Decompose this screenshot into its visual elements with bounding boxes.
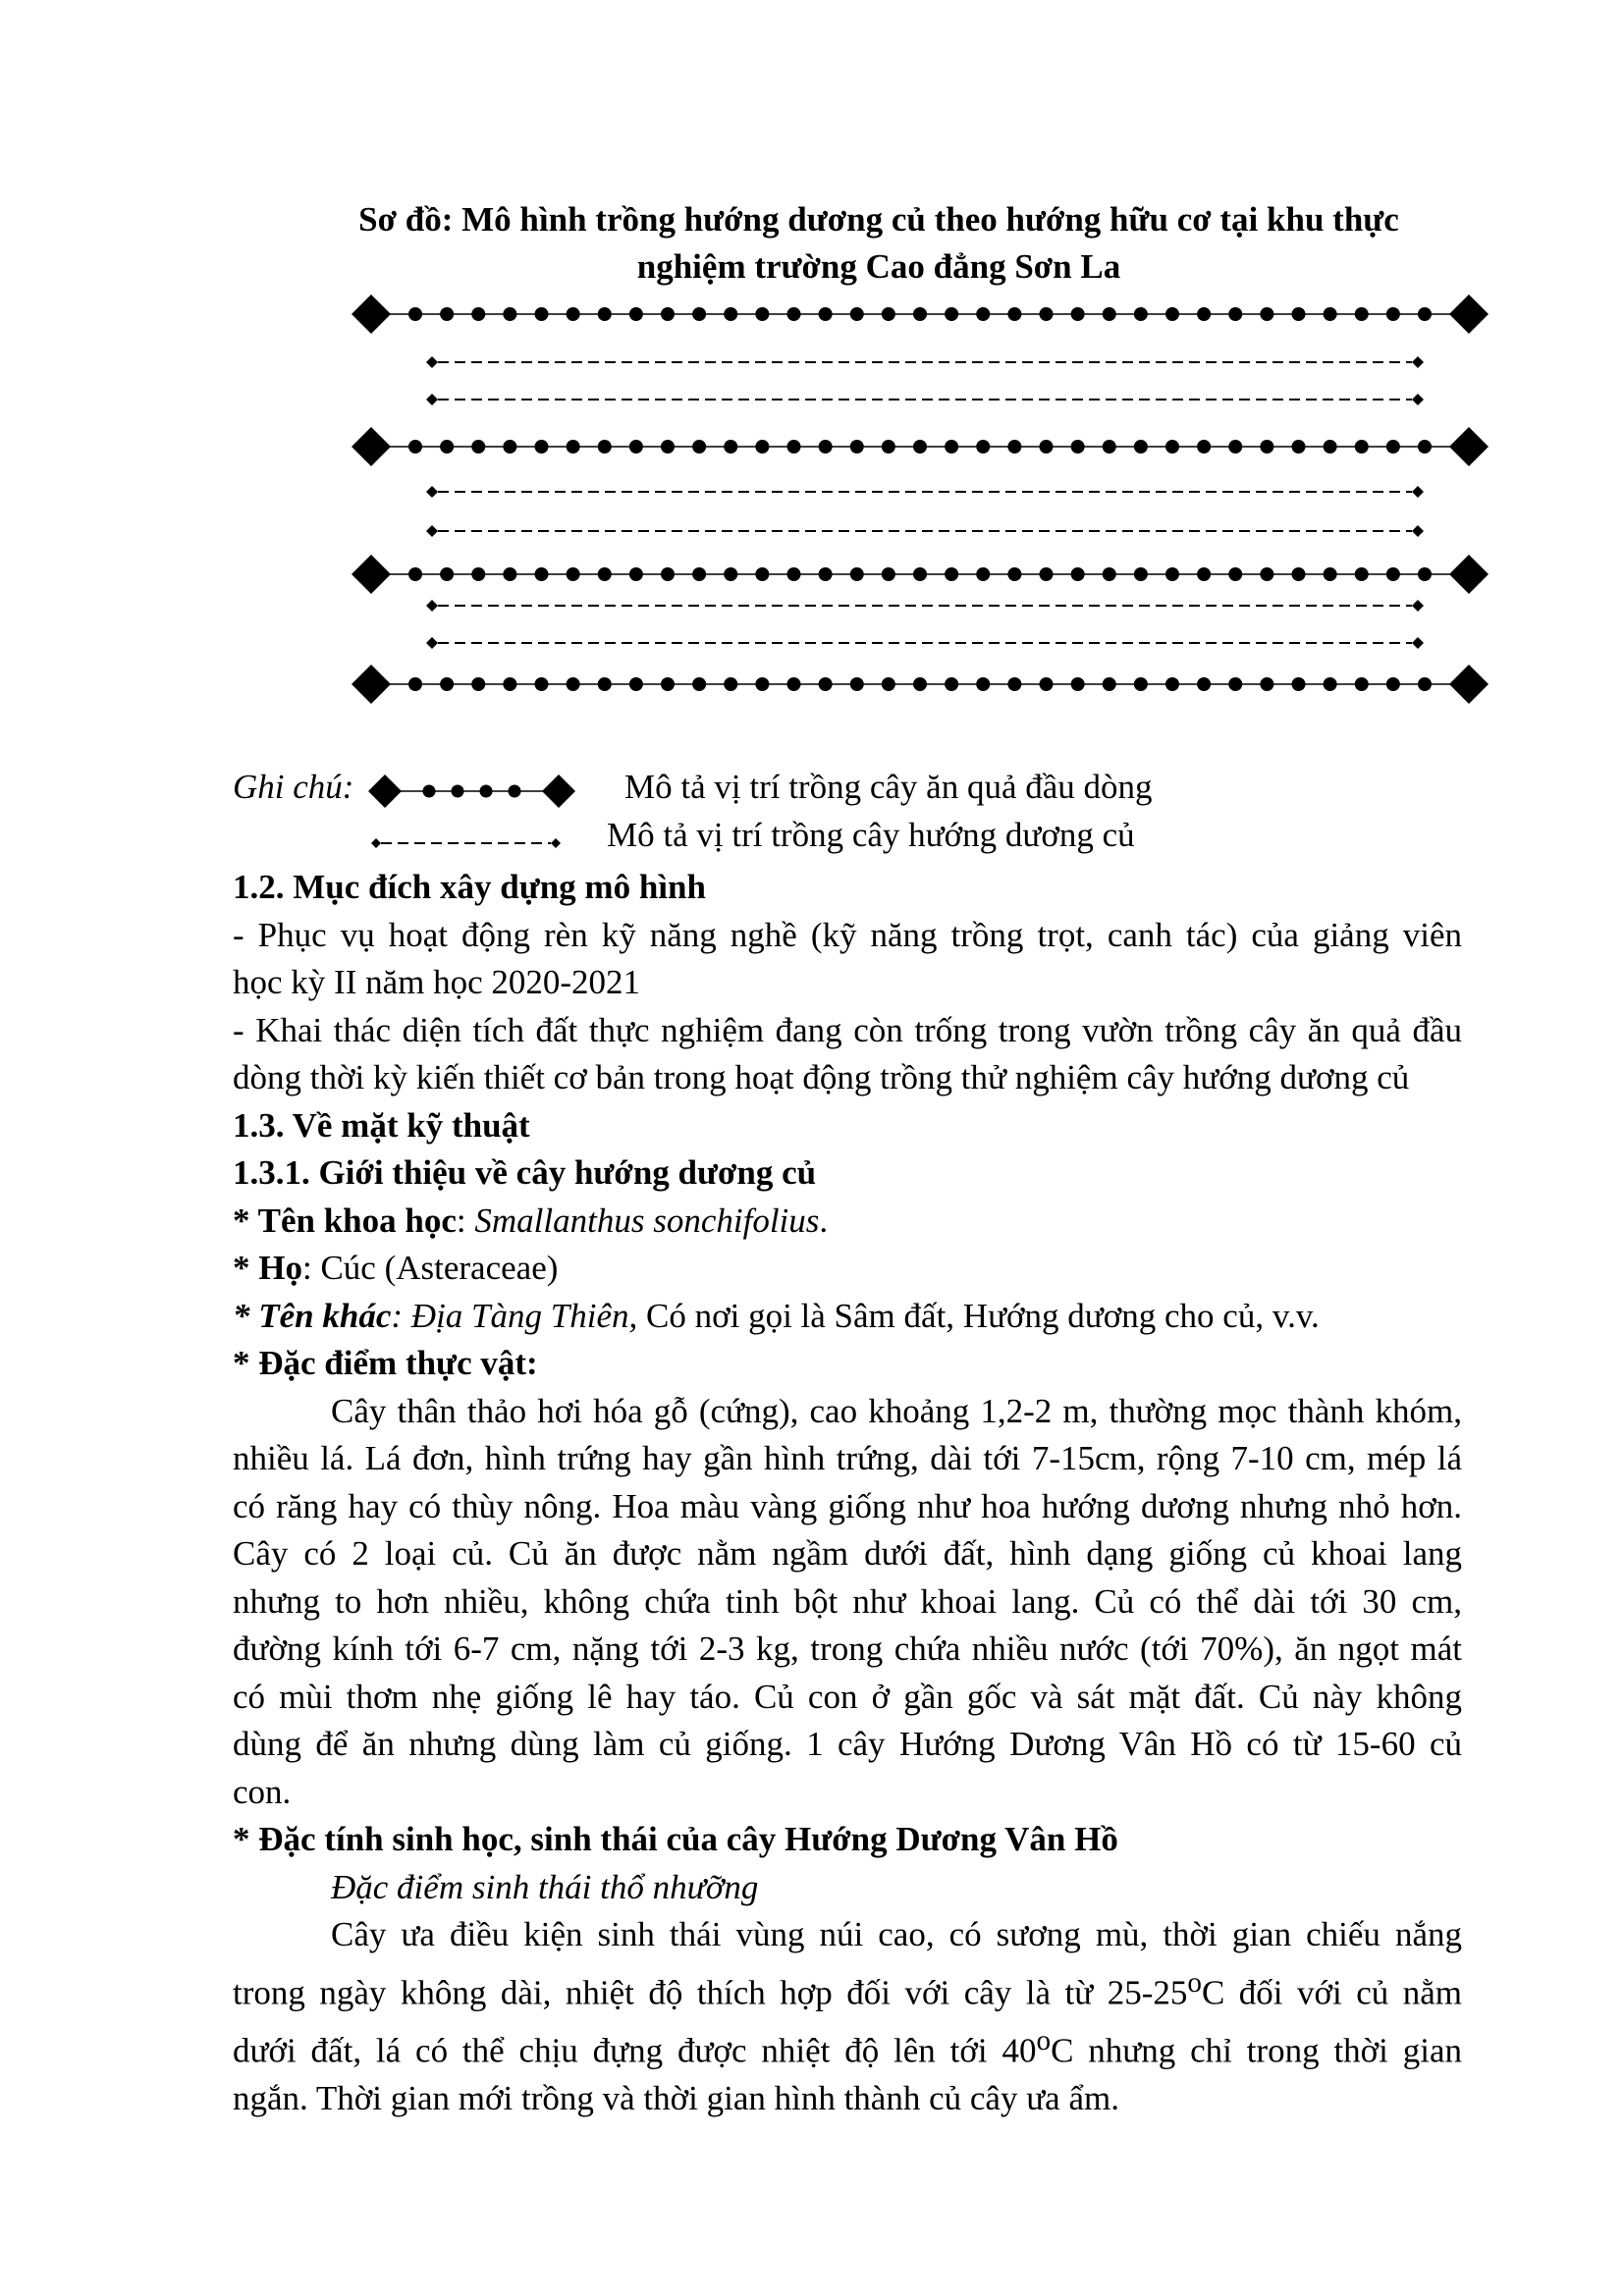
purpose-line-2b: dòng thời kỳ kiến thiết cơ bản trong hoạt động trồng thử nghiệm cây hướng dương củ [233, 1058, 1410, 1096]
fruit-tree-row-dot [629, 677, 643, 691]
fruit-tree-row-dot [913, 440, 927, 454]
fruit-tree-row-dot [692, 307, 706, 321]
diagram-title-line1: Sơ đồ: Mô hình trồng hướng dương củ theo hướng hữu cơ tại khu thực [358, 200, 1399, 239]
fruit-tree-row-dot [1165, 307, 1179, 321]
fruit-tree-row-dot [1197, 440, 1211, 454]
fruit-tree-row-dot [1386, 567, 1400, 581]
fruit-tree-row-dot [945, 440, 958, 454]
fruit-tree-row-end-right [1449, 555, 1489, 594]
botany-line-4: Cây có 2 loại củ. Củ ăn được nằm ngầm dưới đất, hình dạng giống củ khoai lang [233, 1534, 1462, 1573]
sunflower-row-end-left [426, 600, 438, 612]
fruit-tree-row-dot [629, 440, 643, 454]
sci-name-value: Smallanthus sonchifolius [474, 1201, 820, 1240]
legend-sunflower-desc: Mô tả vị trí trồng cây hướng dương củ [607, 816, 1135, 854]
sunflower-row-end-right [1412, 637, 1424, 649]
fruit-tree-row-dot [819, 567, 833, 581]
fruit-tree-row-dot [913, 677, 927, 691]
fruit-tree-row-dot [1386, 677, 1400, 691]
fruit-tree-row-dot [755, 567, 769, 581]
fruit-tree-row-dot [598, 440, 612, 454]
fruit-tree-row-dot [598, 677, 612, 691]
fruit-tree-row-dot [1071, 677, 1085, 691]
fruit-tree-row-dot [1324, 440, 1337, 454]
fruit-tree-row-dot [1103, 307, 1116, 321]
fruit-tree-row-dot [1103, 440, 1116, 454]
fruit-tree-row-dot [1355, 440, 1369, 454]
botany-heading: * Đặc điểm thực vật: [233, 1344, 538, 1382]
fruit-tree-row-dot [976, 567, 990, 581]
fruit-tree-row-dot [724, 567, 737, 581]
fruit-tree-row-dot [661, 440, 675, 454]
purpose-line-2a: - Khai thác diện tích đất thực nghiệm đang còn trống trong vườn trồng cây ăn quả đầu [233, 1010, 1462, 1049]
fruit-tree-row-dot [1007, 567, 1021, 581]
ecology-line-3b: C nhưng chỉ trong thời gian [1051, 2031, 1463, 2070]
botany-line-6: đường kính tới 6-7 cm, nặng tới 2-3 kg, trong chứa nhiều nước (tới 70%), ăn ngọt mát [233, 1629, 1462, 1668]
sci-name-end: . [819, 1201, 829, 1240]
fruit-tree-row-dot [567, 307, 580, 321]
fruit-tree-row-end-right [1449, 427, 1489, 466]
fruit-tree-row-dot [1103, 677, 1116, 691]
fruit-tree-row-dot [1040, 567, 1054, 581]
fruit-tree-row-dot [1071, 307, 1085, 321]
family-line [233, 1245, 1462, 1293]
fruit-tree-row-dot [567, 567, 580, 581]
fruit-tree-row-dot [1418, 307, 1432, 321]
sunflower-row-end-left [426, 356, 438, 368]
scientific-name-line [233, 1198, 1462, 1246]
ecology-line-3a: dưới đất, lá có thể chịu đựng được nhiệt độ lên tới 40 [233, 2031, 1037, 2070]
fruit-tree-row-dot [1134, 440, 1148, 454]
botany-line-7: có mùi thơm nhẹ giống lê hay táo. Củ con ở gần gốc và sát mặt đất. Củ này không [233, 1677, 1462, 1716]
other-names-line [233, 1293, 1462, 1341]
fruit-tree-row-end-left [352, 665, 391, 704]
document-body [233, 864, 1462, 2122]
family-value: : Cúc (Asteraceae) [301, 1249, 559, 1287]
fruit-tree-row-dot [629, 307, 643, 321]
fruit-tree-row-dot [819, 677, 833, 691]
fruit-tree-row-dot [1355, 307, 1369, 321]
fruit-tree-row-dot [692, 440, 706, 454]
fruit-tree-row-dot [1040, 307, 1054, 321]
fruit-tree-row-dot [1228, 440, 1242, 454]
fruit-tree-row-dot [724, 440, 737, 454]
fruit-tree-row-dot [755, 307, 769, 321]
fruit-tree-row-dot [440, 677, 454, 691]
fruit-tree-row-dot [882, 440, 895, 454]
legend-fruit-symbol-dot [509, 785, 521, 798]
planting-diagram [0, 0, 1624, 883]
fruit-tree-row-dot [1197, 307, 1211, 321]
diagram-title-line2: nghiệm trường Cao đẳng Sơn La [636, 247, 1121, 286]
fruit-tree-row-dot [787, 440, 801, 454]
fruit-tree-row-dot [787, 677, 801, 691]
fruit-tree-row-dot [1386, 440, 1400, 454]
fruit-tree-row-dot [535, 677, 549, 691]
purpose-line-1b: học kỳ II năm học 2020-2021 [233, 963, 641, 1001]
fruit-tree-row-dot [567, 440, 580, 454]
botany-line-5: nhưng to hơn nhiều, không chứa tinh bột như khoai lang. Củ có thể dài tới 30 cm, [233, 1581, 1462, 1621]
fruit-tree-row-dot [1418, 440, 1432, 454]
fruit-tree-row-dot [408, 677, 422, 691]
fruit-tree-row-end-left [352, 294, 391, 334]
legend-fruit-symbol-end-right [542, 774, 575, 808]
fruit-tree-row-dot [945, 567, 958, 581]
fruit-tree-row-dot [471, 307, 485, 321]
fruit-tree-row-dot [440, 307, 454, 321]
fruit-tree-row-dot [535, 440, 549, 454]
fruit-tree-row-dot [503, 677, 516, 691]
section-heading-1-3: 1.3. Về mặt kỹ thuật [233, 1105, 530, 1145]
ecology-line-2b: C đối với củ nằm [1201, 1973, 1462, 2012]
fruit-tree-row-dot [503, 567, 516, 581]
other-names-label: * Tên khác [233, 1296, 392, 1335]
ecology-line-2a: trong ngày không dài, nhiệt độ thích hợp đối với cây là từ 25-25 [233, 1973, 1188, 2012]
fruit-tree-row-dot [1355, 567, 1369, 581]
fruit-tree-row-dot [408, 567, 422, 581]
fruit-tree-row-dot [661, 307, 675, 321]
fruit-tree-row-dot [1071, 440, 1085, 454]
fruit-tree-row-dot [1165, 567, 1179, 581]
fruit-tree-row-dot [850, 440, 864, 454]
other-names-italic: : Địa Tàng Thiên, [391, 1296, 638, 1335]
fruit-tree-row-dot [1197, 567, 1211, 581]
fruit-tree-row-dot [1260, 677, 1273, 691]
botany-line-1: Cây thân thảo hơi hóa gỗ (cứng), cao khoảng 1,2-2 m, thường mọc thành khóm, [331, 1391, 1462, 1430]
sci-name-label: * Tên khoa học [233, 1201, 457, 1240]
fruit-tree-row-dot [1260, 440, 1273, 454]
fruit-tree-row-dot [1324, 567, 1337, 581]
other-names-value: Có nơi gọi là Sâm đất, Hướng dương cho củ, v.v. [637, 1296, 1320, 1335]
fruit-tree-row-dot [471, 567, 485, 581]
fruit-tree-row-dot [503, 440, 516, 454]
purpose-line-1a: - Phục vụ hoạt động rèn kỹ năng nghề (kỹ năng trồng trọt, canh tác) của giảng viên [233, 915, 1462, 954]
fruit-tree-row-dot [1228, 677, 1242, 691]
botany-line-8: dùng để ăn nhưng dùng làm củ giống. 1 cây Hướng Dương Vân Hồ có từ 15-60 củ [233, 1725, 1462, 1763]
fruit-tree-row-dot [598, 307, 612, 321]
ecology-line-1: Cây ưa điều kiện sinh thái vùng núi cao, có sương mù, thời gian chiếu nắng [331, 1915, 1462, 1953]
fruit-tree-row-dot [945, 307, 958, 321]
fruit-tree-row-dot [976, 307, 990, 321]
fruit-tree-row-dot [629, 567, 643, 581]
fruit-tree-row-dot [1324, 677, 1337, 691]
fruit-tree-row-dot [850, 677, 864, 691]
fruit-tree-row-dot [1103, 567, 1116, 581]
fruit-tree-row-dot [1292, 307, 1306, 321]
fruit-tree-row-dot [1134, 307, 1148, 321]
degree-sup-2: o [1036, 2024, 1052, 2056]
fruit-tree-row-dot [471, 440, 485, 454]
fruit-tree-row-dot [819, 440, 833, 454]
legend-fruit-symbol-dot [480, 785, 493, 798]
ecology-line-2 [233, 1959, 1462, 2017]
fruit-tree-row-dot [755, 677, 769, 691]
fruit-tree-row-dot [567, 677, 580, 691]
fruit-tree-row-dot [1324, 307, 1337, 321]
fruit-tree-row-dot [882, 567, 895, 581]
sunflower-row-end-left [426, 525, 438, 537]
fruit-tree-row-dot [976, 677, 990, 691]
sunflower-row-end-right [1412, 356, 1424, 368]
fruit-tree-row-dot [1007, 677, 1021, 691]
fruit-tree-row-dot [819, 307, 833, 321]
legend-fruit-symbol-end-left [368, 774, 402, 808]
legend-sunflower-symbol-end-left [371, 838, 381, 848]
fruit-tree-row-dot [471, 677, 485, 691]
legend-fruit-symbol-dot [452, 785, 464, 798]
fruit-tree-row-dot [1197, 677, 1211, 691]
fruit-tree-row-dot [1292, 677, 1306, 691]
fruit-tree-row-dot [1355, 677, 1369, 691]
fruit-tree-row-dot [1418, 567, 1432, 581]
ecology-line-3 [233, 2017, 1462, 2075]
fruit-tree-row-dot [1007, 307, 1021, 321]
ecology-line-4: ngắn. Thời gian mới trồng và thời gian hình thành củ cây ưa ẩm. [233, 2078, 1119, 2117]
fruit-tree-row-dot [661, 567, 675, 581]
ecology-heading: * Đặc tính sinh học, sinh thái của cây Hướng Dương Vân Hồ [233, 1820, 1118, 1858]
fruit-tree-row-dot [692, 567, 706, 581]
soil-subheading: Đặc điểm sinh thái thổ nhưỡng [331, 1867, 759, 1906]
fruit-tree-row-dot [1228, 567, 1242, 581]
fruit-tree-row-dot [598, 567, 612, 581]
legend-fruit-symbol-dot [423, 785, 436, 798]
fruit-tree-row-dot [787, 307, 801, 321]
sunflower-row-end-left [426, 486, 438, 498]
fruit-tree-row-dot [1165, 440, 1179, 454]
legend-label: Ghi chú: [233, 768, 354, 806]
fruit-tree-row-dot [1418, 677, 1432, 691]
section-heading-1-2: 1.2. Mục đích xây dựng mô hình [233, 868, 706, 906]
fruit-tree-row-dot [1134, 677, 1148, 691]
sci-name-sep: : [456, 1201, 475, 1240]
fruit-tree-row-end-left [352, 555, 391, 594]
botany-line-3: có răng hay có thùy nông. Hoa màu vàng giống như hoa hướng dương nhưng nhỏ hơn. [233, 1486, 1462, 1525]
fruit-tree-row-dot [440, 567, 454, 581]
fruit-tree-row-dot [1040, 677, 1054, 691]
fruit-tree-row-dot [661, 677, 675, 691]
fruit-tree-row-dot [976, 440, 990, 454]
degree-sup-1: o [1187, 1966, 1202, 1999]
fruit-tree-row-dot [913, 307, 927, 321]
fruit-tree-row-end-left [352, 427, 391, 466]
legend-fruit-desc: Mô tả vị trí trồng cây ăn quả đầu dòng [624, 768, 1153, 806]
fruit-tree-row-dot [1040, 440, 1054, 454]
fruit-tree-row-dot [945, 677, 958, 691]
fruit-tree-row-dot [913, 567, 927, 581]
fruit-tree-row-dot [408, 440, 422, 454]
fruit-tree-row-dot [787, 567, 801, 581]
fruit-tree-row-dot [882, 677, 895, 691]
fruit-tree-row-dot [882, 307, 895, 321]
fruit-tree-row-dot [1165, 677, 1179, 691]
fruit-tree-row-dot [850, 567, 864, 581]
family-label: * Họ [233, 1249, 302, 1287]
fruit-tree-row-dot [503, 307, 516, 321]
sunflower-row-end-right [1412, 600, 1424, 612]
fruit-tree-row-dot [440, 440, 454, 454]
botany-line-9: con. [233, 1772, 292, 1811]
sunflower-row-end-right [1412, 486, 1424, 498]
fruit-tree-row-dot [755, 440, 769, 454]
botany-line-2: nhiều lá. Lá đơn, hình trứng hay gần hình trứng, dài tới 7-15cm, rộng 7-10 cm, mép lá [233, 1439, 1462, 1477]
fruit-tree-row-dot [1260, 567, 1273, 581]
fruit-tree-row-dot [535, 567, 549, 581]
fruit-tree-row-dot [724, 307, 737, 321]
fruit-tree-row-end-right [1449, 294, 1489, 334]
fruit-tree-row-dot [692, 677, 706, 691]
section-heading-1-3-1: 1.3.1. Giới thiệu về cây hướng dương củ [233, 1153, 817, 1192]
sunflower-row-end-left [426, 394, 438, 405]
sunflower-row-end-right [1412, 525, 1424, 537]
sunflower-row-end-right [1412, 394, 1424, 405]
fruit-tree-row-end-right [1449, 665, 1489, 704]
fruit-tree-row-dot [1134, 567, 1148, 581]
fruit-tree-row-dot [535, 307, 549, 321]
sunflower-row-end-left [426, 637, 438, 649]
fruit-tree-row-dot [408, 307, 422, 321]
fruit-tree-row-dot [1071, 567, 1085, 581]
fruit-tree-row-dot [724, 677, 737, 691]
fruit-tree-row-dot [1007, 440, 1021, 454]
fruit-tree-row-dot [1386, 307, 1400, 321]
fruit-tree-row-dot [1260, 307, 1273, 321]
fruit-tree-row-dot [1228, 307, 1242, 321]
fruit-tree-row-dot [850, 307, 864, 321]
fruit-tree-row-dot [1292, 440, 1306, 454]
legend-sunflower-symbol-end-right [551, 838, 561, 848]
fruit-tree-row-dot [1292, 567, 1306, 581]
